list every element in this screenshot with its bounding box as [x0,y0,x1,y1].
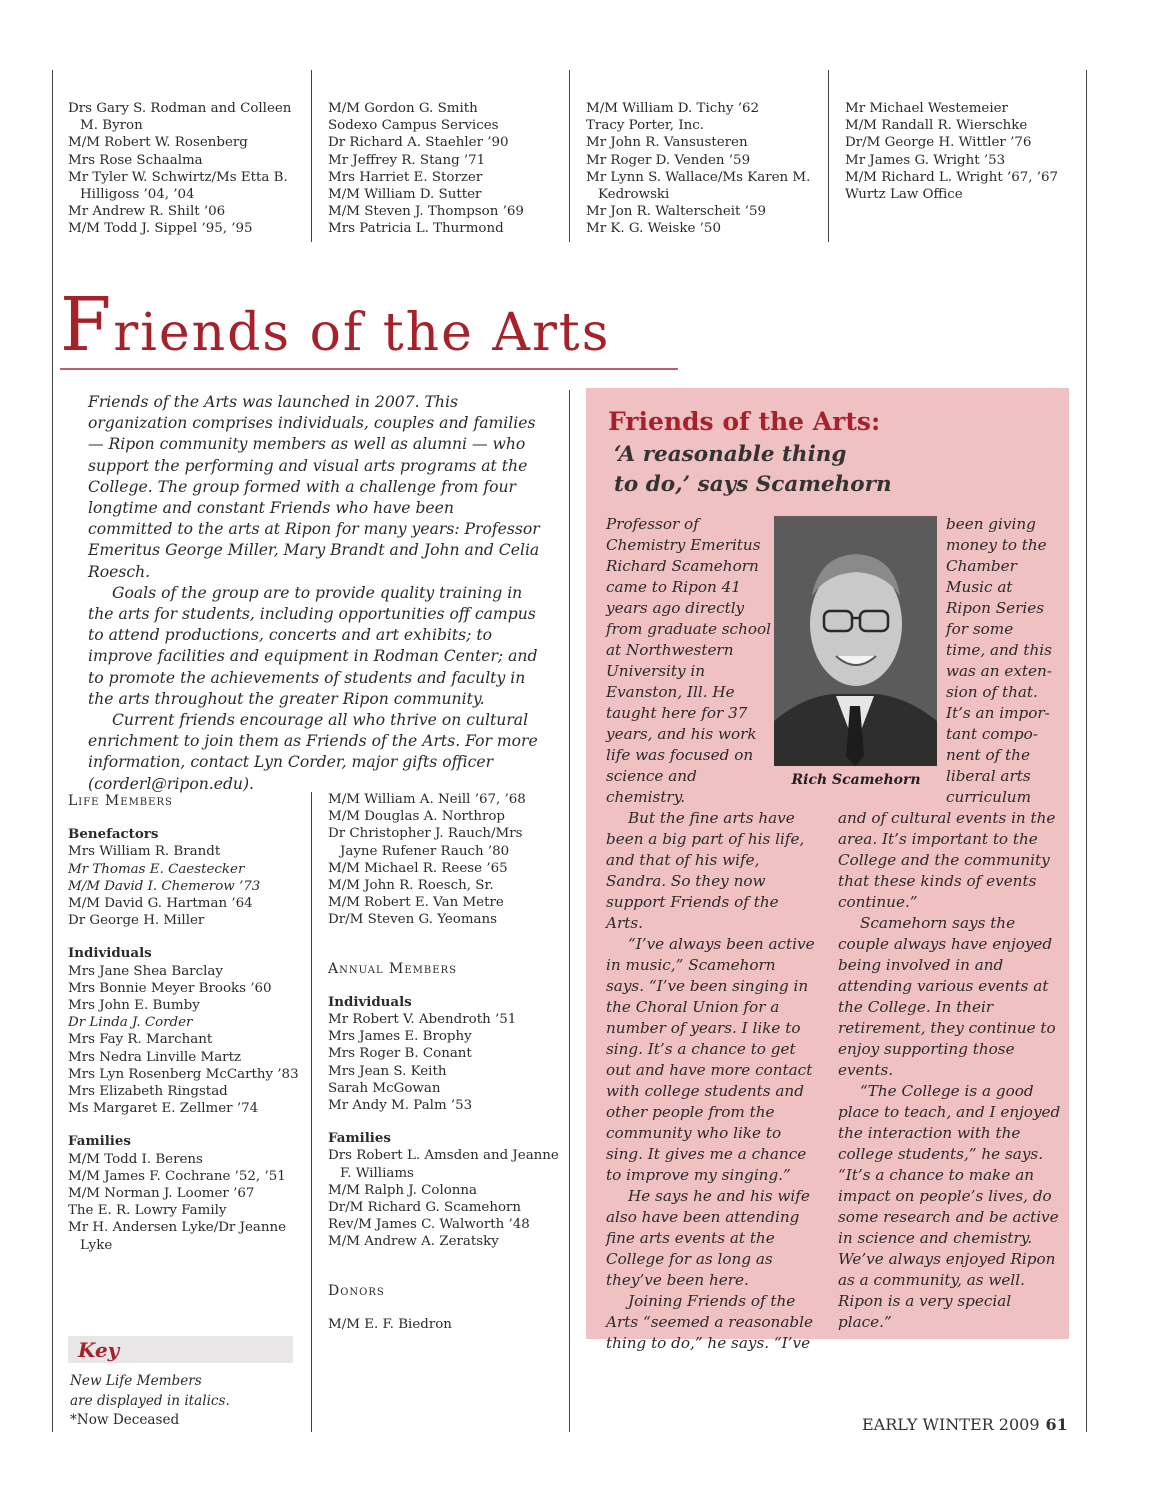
donor-name: Mr John R. Vansusteren [586,135,748,151]
text-line: chemistry. [606,788,686,806]
member-name: M/M John R. Roesch, Sr. [328,878,494,894]
column-rule [569,70,570,242]
heading-underline [60,368,678,370]
member-name: M/M Robert E. Van Metre [328,895,504,911]
key-title: Key [78,1338,120,1362]
text-line: for some [946,620,1014,638]
member-name: Mrs Jean S. Keith [328,1063,447,1079]
member-name: M/M Andrew A. Zeratsky [328,1234,499,1250]
text-line: was an exten- [946,662,1052,680]
text-line: time, and this [946,641,1052,659]
key-line: are displayed in italics. [70,1392,230,1409]
sidebar-paragraph: and of cultural events in the area. It’s important to the College and the community that these kinds of events continue.” [838,809,1056,911]
member-name: M/M Douglas A. Northrop [328,809,505,825]
column-rule [828,70,829,242]
column-rule [569,390,570,1432]
member-name: M/M E. F. Biedron [328,1316,452,1332]
text-line: life was focused on [606,746,754,764]
column-rule [1086,70,1087,1432]
member-name-new: M/M David I. Chemerow ’73 [68,878,261,894]
key-line: New Life Members [70,1373,202,1389]
sidebar-column-1 [606,808,816,1354]
text-line: from graduate school [606,620,771,638]
donor-column-3 [586,100,826,238]
subtitle-line: ‘A reasonable thing [614,442,847,467]
text-line: years ago directly [606,599,745,617]
donor-name: Mr Jeffrey R. Stang ’71 [328,152,486,168]
donors-title: Donors [328,1282,385,1299]
text-line: years, and his work [606,725,757,743]
donor-name: Dr Richard A. Staehler ’90 [328,135,509,151]
text-line: taught here for 37 [606,704,748,722]
donor-name: Drs Gary S. Rodman and Colleen M. Byron [68,101,292,134]
section-heading [60,282,611,368]
sidebar-paragraph: Joining Friends of the Arts “seemed a reasonable thing to do,” he says. “I’ve [606,1292,813,1352]
member-name: Mrs Jane Shea Barclay [68,963,223,979]
member-name: Mrs Elizabeth Ringstad [68,1084,228,1100]
sidebar-column-2-top [946,514,1068,808]
member-name: The E. R. Lowry Family [68,1203,227,1219]
member-name-new: Dr Linda J. Corder [68,1015,193,1031]
text-line: liberal arts [946,767,1031,785]
text-line: at Northwestern [606,641,734,659]
sidebar-paragraph: “I’ve always been active in music,” Scamehorn says. “I’ve been singing in the Choral Union for a number of years. I like to sing. It’s a chance to get out and have more contact with college students and other people from the community who like to sing. It gives me a chance to improve my singing.” [606,935,815,1184]
donor-name: M/M Gordon G. Smith [328,101,478,116]
sidebar-paragraph: But the fine arts have been a big part of his life, and that of his wife, Sandra. So they now support Friends of the Arts. [606,809,805,932]
member-name: M/M Ralph J. Colonna [328,1182,478,1198]
sidebar-paragraph: “The College is a good place to teach, and I enjoyed the interaction with the college students,” he says. “It’s a chance to make an impact on people’s lives, do some research and be active in science and chemistry. We’ve always enjoyed Ripon as a community, as well. Ripon is a very special place.” [838,1082,1061,1331]
heading-rest: riends of the Arts [113,303,611,363]
donor-name: Wurtz Law Office [845,187,963,203]
text-line: science and [606,767,697,785]
donor-name: Mr Jon R. Walterscheit ’59 [586,204,766,220]
text-line: came to Ripon 41 [606,578,741,596]
member-name: Dr Christopher J. Rauch/Mrs Jayne Rufener Rauch ’80 [328,826,523,859]
text-line: tant compo- [946,725,1038,743]
portrait-illustration [774,516,937,766]
sidebar-paragraph: He says he and his wife also have been attending fine arts events at the College for as long as they’ve been here. [606,1187,810,1289]
donor-name: M/M Steven J. Thompson ’69 [328,204,524,220]
text-line: Evanston, Ill. He [606,683,735,701]
member-name: Dr George H. Miller [68,913,205,929]
donor-name: M/M William D. Tichy ’62 [586,101,760,116]
column-rule [52,70,53,1432]
member-name: Mrs Fay R. Marchant [68,1032,213,1048]
donor-name: M/M Randall R. Wierschke [845,118,1028,134]
donor-name: M/M Todd J. Sippel ’95, ’95 [68,221,253,237]
member-name: Mrs James E. Brophy [328,1029,472,1045]
member-name: Mrs Roger B. Conant [328,1046,472,1062]
heading-initial: F [60,282,114,368]
text-line: Chamber [946,557,1017,575]
annual-members-title: Annual Members [328,960,457,977]
donor-name: Mr Roger D. Venden ’59 [586,152,751,168]
individuals-label: Individuals [328,993,412,1010]
page-footer [862,1415,1068,1434]
key-box [68,1336,293,1363]
sidebar-subtitle [614,440,892,500]
benefactors-label: Benefactors [68,826,159,843]
text-line: University in [606,662,706,680]
member-name: Mrs Nedra Linville Martz [68,1049,242,1065]
donor-name: M/M William D. Sutter [328,187,482,203]
text-line: Music at [946,578,1013,596]
text-line: Professor of [606,515,699,533]
member-name-new: Mr Thomas E. Caestecker [68,861,245,877]
intro-paragraph: Friends of the Arts was launched in 2007. This organization comprises individuals, couples and families — Ripon community members as well as alumni — who support the performing and visual arts programs at the College. The group formed with a challenge from four longtime and constant Friends who have been committed to the arts at Ripon for many years: Professor Emeritus George Miller, Mary Brandt and John and Celia Roesch. [88,393,540,581]
donor-name: M/M Richard L. Wright ’67, ’67 [845,169,1059,185]
donor-name: Mr Andrew R. Shilt ’06 [68,204,226,220]
member-name: Mrs William R. Brandt [68,844,221,860]
member-name: Ms Margaret E. Zellmer ’74 [68,1101,259,1117]
donor-name: Sodexo Campus Services [328,118,499,134]
intro-paragraph: Current friends encourage all who thrive on cultural enrichment to join them as Friends of the Arts. For more information, contact Lyn Corder, major gifts officer (corderl@ripon.edu). [88,711,538,793]
member-name: M/M Michael R. Reese ’65 [328,860,508,876]
member-name: Sarah McGowan [328,1080,441,1096]
text-line: been giving [946,515,1036,533]
member-name: M/M James F. Cochrane ’52, ’51 [68,1168,286,1184]
donor-column-1 [68,100,308,238]
portrait-photo [774,516,937,766]
photo-caption: Rich Scamehorn [791,772,921,788]
donor-name: Mrs Harriet E. Storzer [328,169,483,185]
individuals-label: Individuals [68,945,152,962]
donor-column-2 [328,100,568,238]
member-name: Mrs John E. Bumby [68,998,200,1014]
key-line: *Now Deceased [70,1412,180,1428]
member-name: M/M William A. Neill ’67, ’68 [328,792,526,807]
member-name: Mrs Bonnie Meyer Brooks ’60 [68,980,272,996]
issue-label: EARLY WINTER 2009 [862,1415,1040,1434]
member-name: Rev/M James C. Walworth ’48 [328,1217,530,1233]
donor-name: Mr Lynn S. Wallace/Ms Karen M. Kedrowski [586,169,811,203]
member-name: Dr/M Steven G. Yeomans [328,912,498,928]
intro-paragraph: Goals of the group are to provide quality training in the arts for students, including opportunities off campus to attend productions, concerts and art exhibits; to improve facilities and equipment in Rodman Center; and to promote the achievements of students and faculty in the arts throughout the greater Ripon community. [88,583,538,708]
donor-name: Dr/M George H. Wittler ’76 [845,135,1032,151]
member-name: Dr/M Richard G. Scamehorn [328,1200,522,1216]
column-rule [311,792,312,1432]
sidebar-column-1-top [606,514,774,808]
member-name: Mrs Lyn Rosenberg McCarthy ’83 [68,1066,299,1082]
donor-name: M/M Robert W. Rosenberg [68,135,248,151]
text-line: Richard Scamehorn [606,557,759,575]
member-name: M/M Norman J. Loomer ’67 [68,1186,255,1202]
text-line: nent of the [946,746,1030,764]
donor-name: Mr Tyler W. Schwirtz/Ms Etta B. Hilligoss ’04, ’04 [68,169,288,203]
families-label: Families [68,1133,131,1150]
member-name: M/M Todd I. Berens [68,1151,203,1167]
member-name: Mr H. Andersen Lyke/Dr Jeanne Lyke [68,1220,287,1253]
sidebar-column-2 [838,808,1064,1333]
page-number: 61 [1045,1415,1068,1434]
column-rule [311,70,312,242]
donor-name: Mr K. G. Weiske ’50 [586,221,721,237]
text-line: It’s an impor- [946,704,1050,722]
member-name: M/M David G. Hartman ’64 [68,896,253,912]
sidebar-title: Friends of the Arts: [608,407,881,436]
member-name: Drs Robert L. Amsden and Jeanne F. Williams [328,1148,559,1181]
subtitle-line: to do,’ says Scamehorn [614,472,892,497]
donor-column-4 [845,100,1085,203]
donor-name: Mr James G. Wright ’53 [845,152,1006,168]
key-legend [70,1372,300,1431]
member-name: Mr Robert V. Abendroth ’51 [328,1012,517,1028]
donor-name: Tracy Porter, Inc. [586,118,704,134]
families-label: Families [328,1130,391,1147]
life-members-title: Life Members [68,793,173,809]
donor-name: Mr Michael Westemeier [845,101,1008,116]
text-line: curriculum [946,788,1031,806]
annual-members-list [328,791,560,1333]
text-line: sion of that. [946,683,1038,701]
life-members-list [68,793,300,1254]
text-line: money to the [946,536,1047,554]
intro-text [88,392,543,795]
text-line: Ripon Series [946,599,1045,617]
sidebar-paragraph: Scamehorn says the couple always have enjoyed being involved in and attending various events at the College. In their retirement, they continue to enjoy supporting those events. [838,914,1056,1079]
member-name: Mr Andy M. Palm ’53 [328,1098,473,1114]
donor-name: Mrs Patricia L. Thurmond [328,221,504,237]
donor-name: Mrs Rose Schaalma [68,152,203,168]
text-line: Chemistry Emeritus [606,536,761,554]
